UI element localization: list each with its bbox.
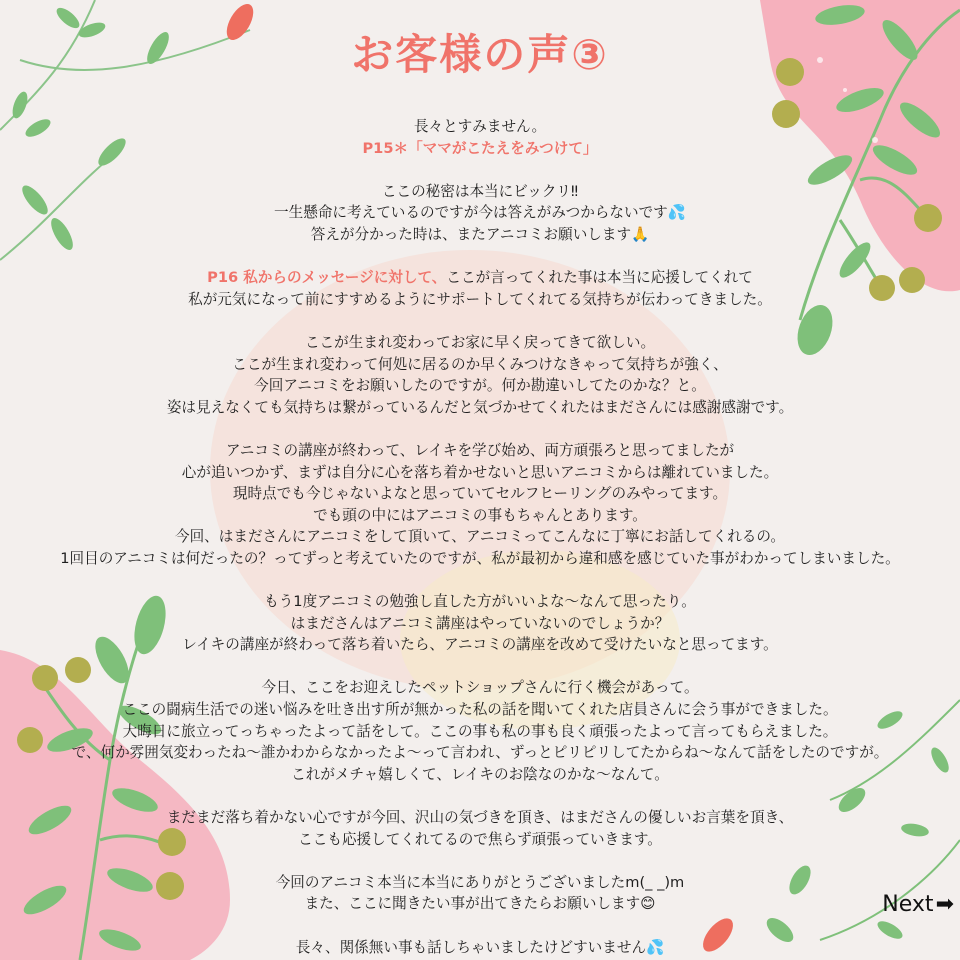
text-line: 答えが分かった時は、またアニコミお願いします🙏 [310,225,650,243]
text-line: でも頭の中にはアニコミの事もちゃんとあります。 [313,506,647,524]
text-line: 大晦日に旅立ってっちゃったよって話をして。ここの事も私の事も良く頑張ったよって言ってもらえました。 [122,722,838,740]
text-span: ここが言ってくれた事は本当に応援してくれて [446,269,753,287]
text-line: ここの秘密は本当にビックリ‼ [381,182,579,200]
text-line: ここが生まれ変わって何処に居るのか早くみつけなきゃって気持ちが強く、 [232,355,728,373]
next-button[interactable] [882,892,954,917]
text-line: ここも応援してくれてるので焦らず頑張っていきます。 [298,830,662,848]
text-line-p16 [0,267,960,289]
text-line: 姿は見えなくても気持ちは繋がっているんだと気づかせてくれたはまださんには感謝感謝です。 [166,398,794,416]
text-line: 現時点でも今じゃないよなと思っていてセルフヒーリングのみやってます。 [232,485,728,503]
page-title: お客様の声③ [351,30,609,79]
text-line: ここの闘病生活での迷い悩みを吐き出す所が無かった私の話を聞いてくれた店員さんに会う事ができました。 [122,701,838,719]
right-arrow-icon: ➡ [935,892,954,917]
text-line: アニコミの講座が終わって、レイキを学び始め、両方頑張ろと思ってましたが [225,441,735,459]
text-line: 今日、ここをお迎えしたペットショップさんに行く機会があって。 [261,679,699,697]
text-line: 1回目のアニコミは何だったの？ってずっと考えていたのですが、私が最初から違和感を感じていた事がわかってしまいました。 [60,549,900,567]
text-line: ここが生まれ変わってお家に早く戻ってきて欲しい。 [304,333,656,351]
text-line: 長々、関係無い事も話しちゃいましたけどすいません💦 [295,938,665,956]
text-line: 私が元気になって前にすすめるようにサポートしてくれてる気持ちが伝わってきました。 [188,290,772,308]
text-line: もう1度アニコミの勉強し直した方がいいよな〜なんて思ったり。 [264,593,696,611]
text-line: 一生懸命に考えているのですが今は答えがみつからないです💦 [274,204,686,222]
text-line: これがメチャ嬉しくて、レイキのお陰なのかな〜なんて。 [291,765,669,783]
next-label: Next [882,892,934,917]
text-line: 今回、はまださんにアニコミをして頂いて、アニコミってこんなに丁寧にお話してくれるの。 [174,528,786,546]
text-line: また、ここに聞きたい事が出てきたらお願いします😊 [304,895,656,913]
text-line: 今回のアニコミ本当に本当にありがとうございましたm(_ _)m [275,873,685,891]
text-line: はまださんはアニコミ講座はやっていないのでしょうか？ [290,614,670,632]
section-heading-p16: P16 私からのメッセージに対して、 [207,269,447,287]
text-line: レイキの講座が終わって落ち着いたら、アニコミの講座を改めて受けたいなと思ってます。 [182,636,778,654]
text-line: 長々とすみません。 [413,118,547,135]
section-heading-p15: P15＊「ママがこたえをみつけて」 [362,139,598,157]
testimonial-text [0,116,960,958]
text-line: まだまだ落ち着かない心ですが今回、沢山の気づきを頂き、はまださんの優しいお言葉を頂き、 [166,809,794,826]
text-line: 今回アニコミをお願いしたのですが。何か勘違いしてたのかな？と。 [254,377,706,395]
text-line: で、何か雰囲気変わったね〜誰かわからなかったよ〜って言われ、ずっとピリピリしてたからね〜なんて話をしたのですが。 [71,744,889,762]
text-line: 心が追いつかず、まずは自分に心を落ち着かせないと思いアニコミからは離れていました。 [181,463,779,481]
